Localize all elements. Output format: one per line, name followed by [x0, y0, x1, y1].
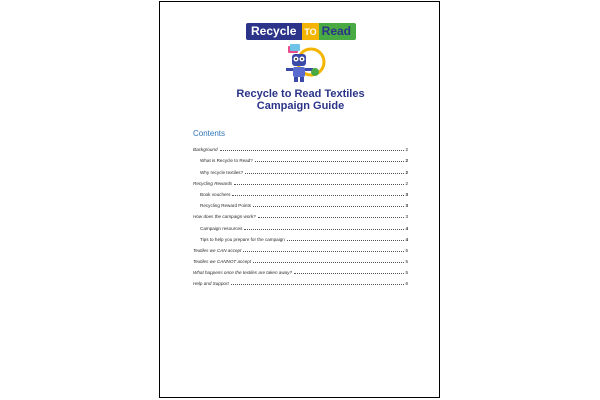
toc-leader-dots	[220, 149, 405, 151]
toc-entry-book-vouchers[interactable]	[193, 186, 408, 197]
toc-page-number: 5	[405, 247, 408, 253]
toc-page-number: 5	[405, 259, 408, 265]
toc-entry-what-is-recycle-to-read[interactable]	[193, 152, 408, 163]
toc-page-number: 3	[405, 214, 408, 220]
document-title-line-2: Campaign Guide	[256, 100, 345, 112]
toc-entry-recycling-reward-points[interactable]	[193, 197, 408, 208]
toc-entry-tips-to-prepare[interactable]	[193, 231, 408, 242]
toc-page-number: 2	[405, 180, 408, 186]
toc-entry-text: Help and Support	[193, 281, 229, 287]
logo-recycle-text: Recycle	[246, 23, 302, 40]
toc-entry-text: How does the campaign work?	[193, 214, 256, 220]
toc-entry-text: Background	[193, 147, 218, 153]
toc-page-number: 4	[405, 225, 408, 231]
toc-leader-dots	[234, 183, 404, 185]
toc-page-number: 3	[405, 203, 408, 209]
toc-leader-dots	[243, 250, 404, 252]
toc-entry-text: Textiles we CANNOT accept	[193, 259, 252, 265]
toc-page-number: 3	[405, 191, 408, 197]
toc-entry-text: What happens once the textiles are taken away?	[193, 270, 293, 276]
toc-entry-campaign-resources[interactable]	[193, 219, 408, 230]
toc-leader-dots	[232, 194, 404, 196]
toc-entry-text: Tips to help you prepare for the campaign	[200, 236, 285, 242]
toc-entry-text: Book vouchers	[200, 191, 231, 197]
toc-entry-textiles-we-can-accept[interactable]	[193, 242, 408, 253]
toc-page-number: 6	[405, 281, 408, 287]
document-page	[159, 1, 440, 398]
toc-page-number: 2	[405, 147, 408, 153]
toc-leader-dots	[287, 239, 405, 241]
toc-page-number: 4	[405, 236, 408, 242]
contents-heading: Contents	[193, 129, 226, 138]
toc-entry-text: Recycling Rewards	[193, 180, 233, 186]
toc-entry-why-recycle-textiles[interactable]	[193, 163, 408, 174]
toc-entry-recycling-rewards[interactable]	[193, 175, 408, 186]
toc-leader-dots	[255, 160, 405, 162]
toc-entry-text: Why recycle textiles?	[200, 169, 244, 175]
document-title-line-1: Recycle to Read Textiles	[236, 88, 365, 100]
toc-leader-dots	[253, 261, 404, 263]
toc-leader-dots	[294, 272, 404, 274]
robot-mascot-icon	[280, 42, 326, 86]
toc-page-number: 5	[405, 270, 408, 276]
recycle-to-read-logo	[246, 23, 356, 40]
toc-page-number: 2	[405, 169, 408, 175]
toc-entry-text: Campaign resources	[200, 225, 243, 231]
logo-to-text: TO	[304, 26, 317, 37]
toc-entry-help-and-support[interactable]	[193, 275, 408, 286]
toc-entry-text: Textiles we CAN accept	[193, 247, 242, 253]
toc-entry-how-does-the-campaign-work[interactable]	[193, 208, 408, 219]
toc-leader-dots	[244, 228, 404, 230]
toc-entry-text: Recycling Reward Points	[200, 203, 252, 209]
table-of-contents	[193, 141, 408, 286]
logo-read-text: Read	[319, 23, 356, 40]
toc-leader-dots	[231, 283, 405, 285]
toc-leader-dots	[253, 205, 404, 207]
toc-entry-textiles-we-cannot-accept[interactable]	[193, 253, 408, 264]
toc-page-number: 2	[405, 158, 408, 164]
toc-leader-dots	[245, 172, 404, 174]
toc-entry-what-happens-once-taken-away[interactable]	[193, 264, 408, 275]
toc-entry-background[interactable]	[193, 141, 408, 152]
toc-entry-text: What is Recycle to Read?	[200, 158, 253, 164]
logo-to-badge	[302, 23, 318, 40]
toc-leader-dots	[258, 216, 405, 218]
